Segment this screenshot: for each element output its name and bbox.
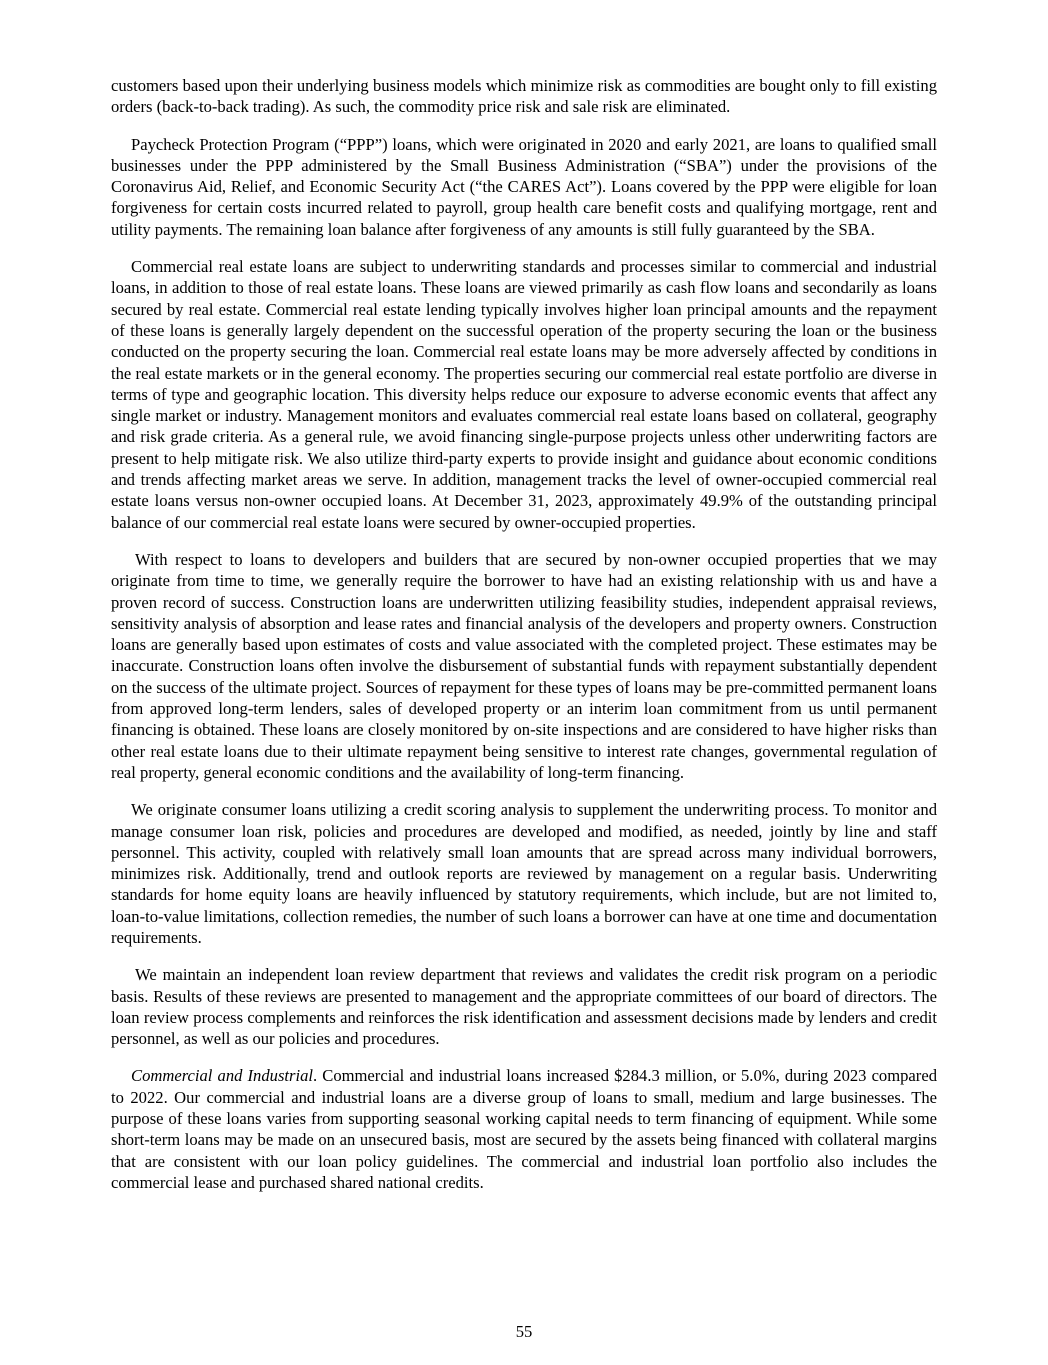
paragraph-commercial-real-estate: Commercial real estate loans are subject to underwriting standards and processes similar to commercial and industrial loans, in addition to those of real estate loans. These loans are viewed primarily as cash flow loans and secondarily as loans secured by real estate. Commercial real estate lending typically involves higher loan principal amounts and the repayment of these loans is generally largely dependent on the successful operation of the property securing the loan or the business conducted on the property securing the loan. Commercial real estate loans may be more adversely affected by conditions in the real estate markets or in the general economy. The properties securing our commercial real estate portfolio are diverse in terms of type and geographic location. This diversity helps reduce our exposure to adverse economic events that affect any single market or industry. Management monitors and evaluates commercial real estate loans based on collateral, geography and risk grade criteria. As a general rule, we avoid financing single-purpose projects unless other underwriting factors are present to help mitigate risk. We also utilize third-party experts to provide insight and guidance about economic conditions and trends affecting market areas we serve. In addition, management tracks the level of owner-occupied commercial real estate loans versus non-owner occupied loans. At December 31, 2023, approximately 49.9% of the outstanding principal balance of our commercial real estate loans were secured by owner-occupied properties. xyxy=(111,257,937,532)
page-number: 55 xyxy=(515,1322,533,1341)
paragraph-ppp-loans: Paycheck Protection Program (“PPP”) loans, which were originated in 2020 and early 2021, are loans to qualified small businesses under the PPP administered by the Small Business Administration (“SBA”) under the provisions of the Coronavirus Aid, Relief, and Economic Security Act (“the CARES Act”). Loans covered by the PPP were eligible for loan forgiveness for certain costs incurred related to payroll, group health care benefit costs and qualifying mortgage, rent and utility payments. The remaining loan balance after forgiveness of any amounts is still fully guaranteed by the SBA. xyxy=(111,134,937,239)
section-body-text: . Commercial and industrial loans increased $284.3 million, or 5.0%, during 2023 compared to 2022. Our commercial and industrial loans are a diverse group of loans to small, medium and large businesses. The purpose of these loans varies from supporting seasonal working capital needs to term financing of equipment. While some short-term loans may be made on an unsecured basis, most are secured by the assets being financed with collateral margins that are consistent with our loan policy guidelines. The commercial and industrial loan portfolio also includes the commercial lease and purchased shared national credits. xyxy=(111,1066,937,1192)
document-page xyxy=(111,75,937,1209)
section-lead-heading: Commercial and Industrial xyxy=(131,1066,313,1086)
paragraph-commodity-risk: customers based upon their underlying business models which minimize risk as commodities are bought only to fill existing orders (back-to-back trading). As such, the commodity price risk and sale risk are eliminated. xyxy=(111,76,937,117)
paragraph-commercial-industrial xyxy=(111,1065,937,1193)
paragraph-loan-review: We maintain an independent loan review department that reviews and validates the credit risk program on a periodic basis. Results of these reviews are presented to management and the appropriate committees of our board of directors. The loan review process complements and reinforces the risk identification and assessment decisions made by lenders and credit personnel, as well as our policies and procedures. xyxy=(111,965,937,1049)
paragraph-consumer-loans: We originate consumer loans utilizing a credit scoring analysis to supplement the underwriting process. To monitor and manage consumer loan risk, policies and procedures are developed and modified, as needed, jointly by line and staff personnel. This activity, coupled with relatively small loan amounts that are spread across many individual borrowers, minimizes risk. Additionally, trend and outlook reports are reviewed by management on a regular basis. Underwriting standards for home equity loans are heavily influenced by statutory requirements, which include, but are not limited to, loan-to-value limitations, collection remedies, the number of such loans a borrower can have at one time and documentation requirements. xyxy=(111,800,937,947)
paragraph-construction-loans: With respect to loans to developers and builders that are secured by non-owner occupied properties that we may originate from time to time, we generally require the borrower to have had an existing relationship with us and have a proven record of success. Construction loans are underwritten utilizing feasibility studies, independent appraisal reviews, sensitivity analysis of absorption and lease rates and financial analysis of the developers and property owners. Construction loans are generally based upon estimates of costs and value associated with the completed project. These estimates may be inaccurate. Construction loans often involve the disbursement of substantial funds with repayment substantially dependent on the success of the ultimate project. Sources of repayment for these types of loans may be pre-committed permanent loans from approved long-term lenders, sales of developed property or an interim loan commitment from us until permanent financing is obtained. These loans are closely monitored by on-site inspections and are considered to have higher risks than other real estate loans due to their ultimate repayment being sensitive to interest rate changes, governmental regulation of real property, general economic conditions and the availability of long-term financing. xyxy=(111,549,937,782)
